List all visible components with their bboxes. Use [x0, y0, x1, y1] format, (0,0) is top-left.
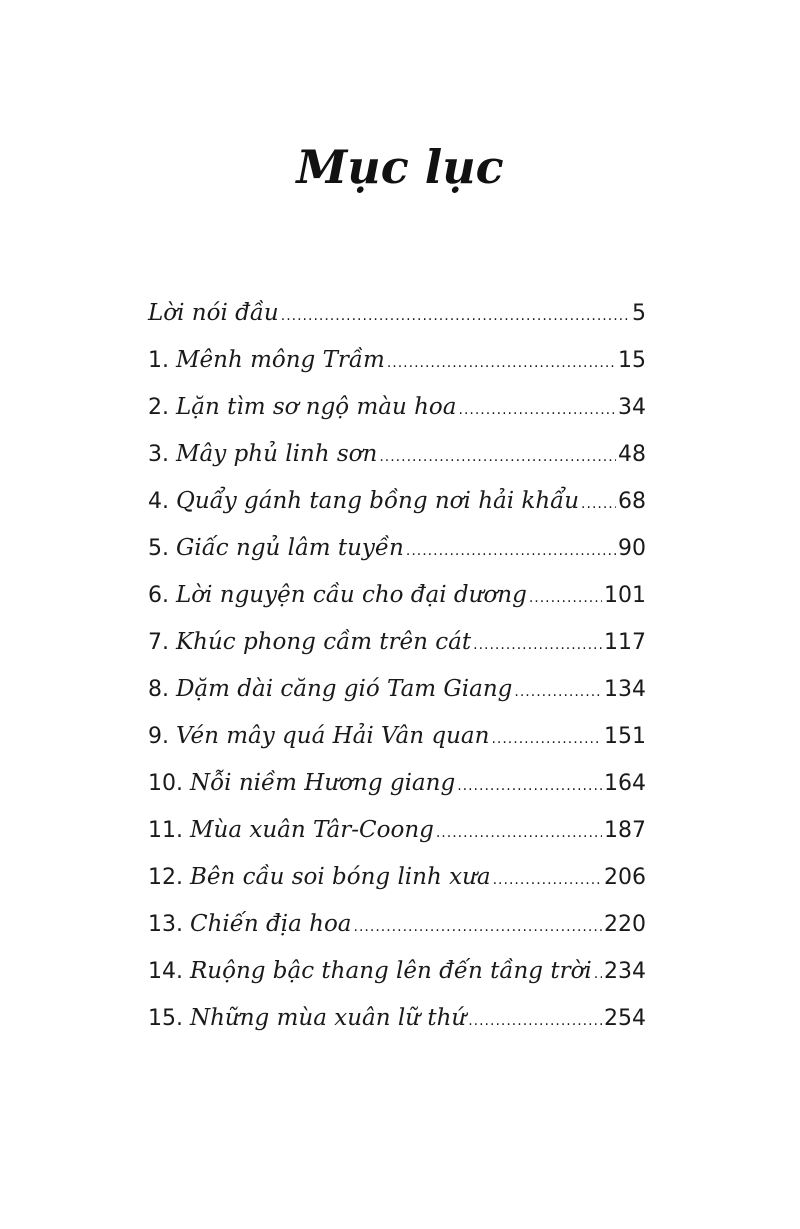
entry-title: Quẩy gánh tang bồng nơi hải khẩu — [175, 488, 580, 514]
dot-leader — [457, 763, 602, 810]
entry-title: Giấc ngủ lâm tuyền — [175, 535, 404, 561]
entry-number: 15. — [148, 1006, 190, 1031]
entry-title: Mùa xuân Târ-Coong — [189, 817, 434, 843]
dot-leader — [493, 857, 602, 904]
entry-page-number: 151 — [604, 724, 646, 749]
entry-number: 12. — [148, 865, 190, 890]
dot-leader — [354, 904, 602, 951]
toc-entry — [148, 525, 646, 572]
dot-leader — [406, 528, 616, 575]
entry-title: Ruộng bậc thang lên đến tầng trời — [189, 958, 592, 984]
dot-leader — [594, 951, 602, 998]
toc-entry — [148, 290, 646, 337]
entry-number: 8. — [148, 677, 176, 702]
entry-page-number: 164 — [604, 771, 646, 796]
toc-entry — [148, 854, 646, 901]
toc-entry — [148, 431, 646, 478]
entry-number: 7. — [148, 630, 176, 655]
entry-page-number: 101 — [604, 583, 646, 608]
entry-page-number: 15 — [618, 348, 646, 373]
table-of-contents — [148, 290, 646, 1042]
toc-entry — [148, 760, 646, 807]
entry-title: Chiến địa hoa — [189, 911, 352, 937]
entry-title: Lời nói đầu — [148, 300, 279, 326]
page-title: Mục lục — [296, 140, 504, 194]
entry-number: 5. — [148, 536, 176, 561]
dot-leader — [491, 716, 602, 763]
dot-leader — [436, 810, 602, 857]
entry-number: 13. — [148, 912, 190, 937]
toc-entry — [148, 619, 646, 666]
entry-page-number: 234 — [604, 959, 646, 984]
toc-entry — [148, 713, 646, 760]
entry-page-number: 68 — [618, 489, 646, 514]
entry-number: 6. — [148, 583, 176, 608]
entry-page-number: 220 — [604, 912, 646, 937]
dot-leader — [473, 622, 602, 669]
entry-page-number: 206 — [604, 865, 646, 890]
entry-title: Lời nguyện cầu cho đại dương — [175, 582, 527, 608]
entry-number: 4. — [148, 489, 176, 514]
entry-page-number: 187 — [604, 818, 646, 843]
entry-number: 2. — [148, 395, 176, 420]
entry-page-number: 5 — [632, 301, 646, 326]
entry-page-number: 48 — [618, 442, 646, 467]
toc-entry — [148, 478, 646, 525]
entry-title: Mây phủ linh sơn — [175, 441, 378, 467]
dot-leader — [459, 387, 617, 434]
dot-leader — [468, 998, 602, 1045]
entry-number: 9. — [148, 724, 176, 749]
entry-number: 10. — [148, 771, 190, 796]
entry-title: Khúc phong cầm trên cát — [175, 629, 472, 655]
entry-page-number: 90 — [618, 536, 646, 561]
entry-title: Nỗi niềm Hương giang — [189, 770, 456, 796]
entry-number: 1. — [148, 348, 176, 373]
dot-leader — [529, 575, 602, 622]
dot-leader — [387, 340, 616, 387]
entry-title: Vén mây quá Hải Vân quan — [175, 723, 490, 749]
toc-entry — [148, 901, 646, 948]
entry-title: Mênh mông Trầm — [175, 347, 385, 373]
entry-number: 14. — [148, 959, 190, 984]
dot-leader — [379, 434, 616, 481]
toc-entry — [148, 666, 646, 713]
toc-entry — [148, 384, 646, 431]
entry-number: 3. — [148, 442, 176, 467]
entry-page-number: 254 — [604, 1006, 646, 1031]
entry-title: Những mùa xuân lữ thứ — [189, 1005, 467, 1031]
entry-title: Lặn tìm sơ ngộ màu hoa — [175, 394, 457, 420]
entry-page-number: 134 — [604, 677, 646, 702]
toc-entry — [148, 807, 646, 854]
dot-leader — [281, 293, 630, 340]
dot-leader — [581, 481, 616, 528]
entry-page-number: 117 — [604, 630, 646, 655]
toc-entry — [148, 572, 646, 619]
entry-title: Bên cầu soi bóng linh xưa — [189, 864, 491, 890]
toc-entry — [148, 337, 646, 384]
dot-leader — [514, 669, 602, 716]
entry-title: Dặm dài căng gió Tam Giang — [175, 676, 513, 702]
entry-number: 11. — [148, 818, 190, 843]
toc-entry — [148, 948, 646, 995]
toc-entry — [148, 995, 646, 1042]
entry-page-number: 34 — [618, 395, 646, 420]
